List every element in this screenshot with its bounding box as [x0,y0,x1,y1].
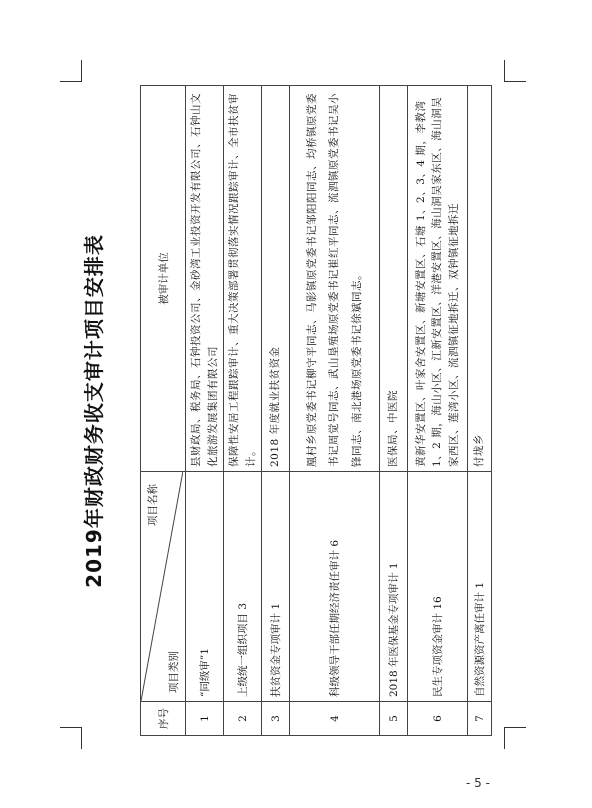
audit-schedule-table [140,85,492,736]
table-row [408,86,468,736]
row-seq: 3 [262,702,290,736]
row-seq: 2 [224,702,262,736]
row-units: 凰村乡原党委书记柳守平同志、马影镇原党委书记邹阳阳同志、均桥镇原党委书记周觉号同志、武山垦殖场原党委书记崔红平同志、流泗镇原党委书记吴小锋同志、南北港场原党委书记徐斌同志。 [290,86,380,472]
row-category: 科级领导干部任期经济责任审计 6 [290,472,380,702]
row-units: 付垅乡 [468,86,492,472]
row-category: “同级审”1 [186,472,224,702]
crop-mark [504,727,505,749]
row-units: 县财政局、税务局、石钟投资公司、金砂湾工业投资开发有限公司、石钟山文化旅游发展集团有限公司 [186,86,224,472]
rotated-document [82,86,486,736]
table-row [262,86,290,736]
crop-mark [504,727,526,728]
row-category: 上级统一组织项目 3 [224,472,262,702]
crop-mark [60,81,82,82]
header-units: 被审计单位 [141,86,186,472]
table-row [290,86,380,736]
header-seq: 序号 [141,702,186,736]
row-seq: 4 [290,702,380,736]
table-row [468,86,492,736]
row-category: 2018 年医保基金专项审计 1 [380,472,408,702]
row-seq: 1 [186,702,224,736]
row-seq: 5 [380,702,408,736]
table-header-row [141,86,186,736]
row-units: 黄新华安置区、叶家舍安置区、新塘安置区、石塘 1、2、3、4 期，李教湾 1、2 期，海山小区、江新安置区、洋港安置区、海山洞吴家东区、海山洞吴家西区、莲湾小区、流泗镇征地拆迁、双钟镇征地拆迁 [408,86,468,472]
row-category: 扶贫资金专项审计 1 [262,472,290,702]
row-units: 保障性安居工程跟踪审计、重大决策部署贯彻落实情况跟踪审计、全市扶贫审计。 [224,86,262,472]
crop-mark [81,60,82,82]
header-project-name: 项目名称 [147,484,159,526]
page-number: - 5 - [466,776,490,790]
row-units: 2018 年度就业扶贫资金 [262,86,290,472]
row-units: 医保局、中医院 [380,86,408,472]
header-category: 项目类别 [168,651,180,693]
crop-mark [504,81,526,82]
document-title: 2019年财政财务收支审计项目安排表 [82,234,106,588]
table-row [380,86,408,736]
row-category: 自然资源资产离任审计 1 [468,472,492,702]
crop-mark [504,60,505,82]
header-category-name [141,472,186,702]
table-row [186,86,224,736]
row-category: 民生专项资金审计 16 [408,472,468,702]
row-seq: 6 [408,702,468,736]
table-row [224,86,262,736]
row-seq: 7 [468,702,492,736]
